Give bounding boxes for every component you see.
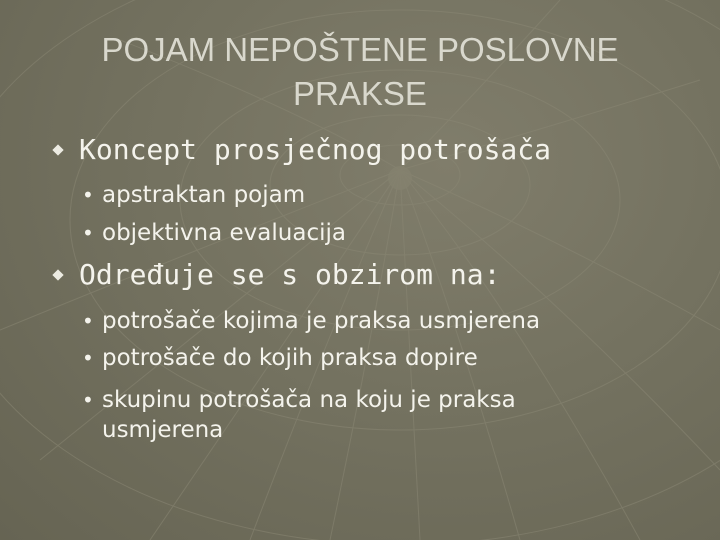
dot-bullet-icon: • bbox=[82, 346, 94, 370]
sub-bullet-text: objektivna evaluacija bbox=[102, 220, 346, 246]
sub-bullet-group bbox=[82, 385, 642, 445]
sub-bullet-text: apstraktan pojam bbox=[102, 182, 306, 208]
diamond-bullet-icon bbox=[52, 269, 63, 280]
sub-bullet-text: potrošače kojima je praksa usmjerena bbox=[102, 308, 541, 334]
sub-bullet-objective bbox=[82, 218, 346, 248]
dot-bullet-icon: • bbox=[82, 309, 94, 333]
bullet-determined-text: Određuje se s obzirom na: bbox=[79, 258, 501, 291]
bullet-determined bbox=[50, 258, 500, 291]
bullet-concept-text: Koncept prosječnog potrošača bbox=[79, 133, 552, 166]
sub-bullet-text: potrošače do kojih praksa dopire bbox=[102, 345, 478, 371]
dot-bullet-icon: • bbox=[82, 388, 94, 412]
slide-title: POJAM NEPOŠTENE POSLOVNE PRAKSE bbox=[101, 31, 619, 112]
sub-bullet-abstract bbox=[82, 180, 305, 210]
bullet-concept bbox=[50, 133, 551, 166]
sub-bullet-targeted bbox=[82, 306, 540, 336]
diamond-bullet-icon bbox=[52, 144, 63, 155]
sub-bullet-reached bbox=[82, 343, 478, 373]
dot-bullet-icon: • bbox=[82, 221, 94, 245]
dot-bullet-icon: • bbox=[82, 183, 94, 207]
sub-bullet-text: skupinu potrošača na koju je praksa usmjerena bbox=[102, 387, 516, 443]
